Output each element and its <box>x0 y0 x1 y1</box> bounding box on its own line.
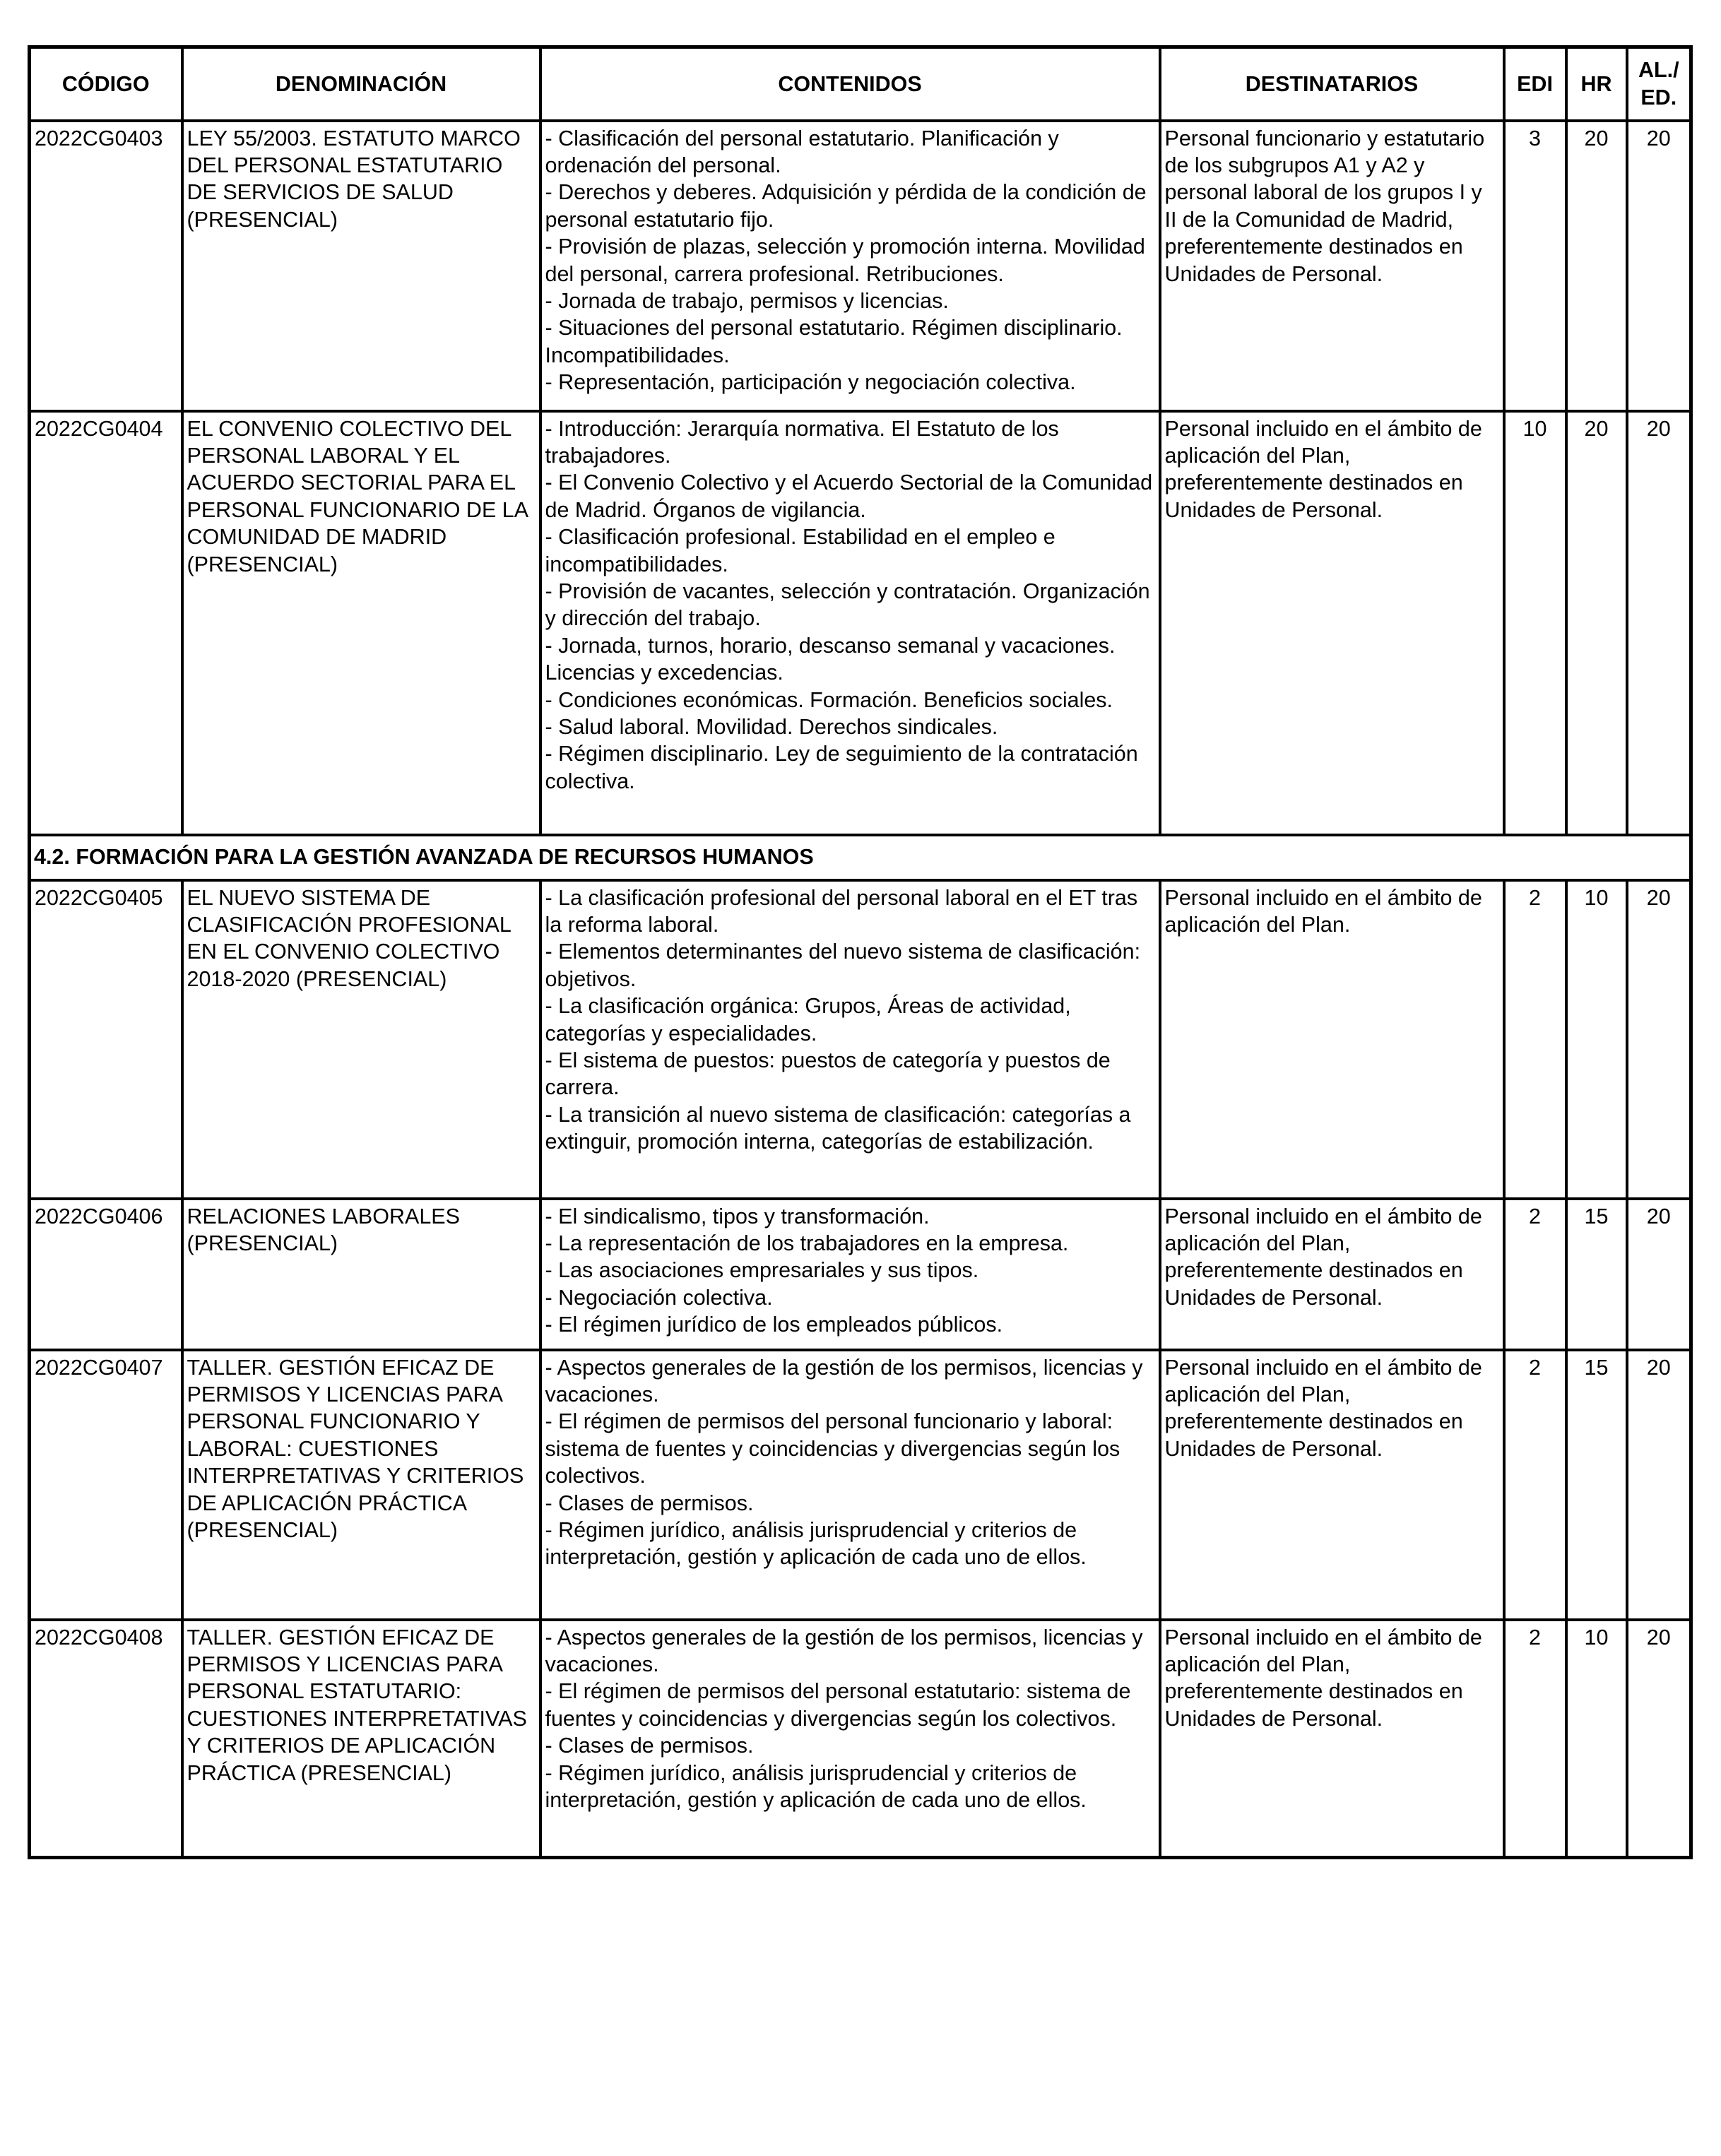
course-hr: 20 <box>1566 411 1627 835</box>
course-edi: 2 <box>1504 1350 1566 1620</box>
course-hr: 10 <box>1566 880 1627 1199</box>
course-code: 2022CG0408 <box>30 1620 182 1858</box>
course-al-ed: 20 <box>1627 1350 1691 1620</box>
content-item: - Representación, participación y negociación colectiva. <box>545 370 1076 395</box>
table-row <box>30 121 1691 411</box>
course-recipients: Personal funcionario y estatutario de los subgrupos A1 y A2 y personal laboral de los grupos I y II de la Comunidad de Madrid, preferentemente destinados en Unidades de Personal. <box>1160 121 1504 411</box>
course-recipients: Personal incluido en el ámbito de aplicación del Plan, preferentemente destinados en Unidades de Personal. <box>1160 411 1504 835</box>
content-item: - Introducción: Jerarquía normativa. El Estatuto de los trabajadores. <box>545 416 1059 468</box>
course-hr: 10 <box>1566 1620 1627 1858</box>
course-al-ed: 20 <box>1627 121 1691 411</box>
course-al-ed: 20 <box>1627 880 1691 1199</box>
table-row <box>30 1199 1691 1350</box>
content-item: - El régimen jurídico de los empleados públicos. <box>545 1313 1003 1337</box>
course-name: TALLER. GESTIÓN EFICAZ DE PERMISOS Y LICENCIAS PARA PERSONAL ESTATUTARIO: CUESTIONES INTERPRETATIVAS Y CRITERIOS DE APLICACIÓN PRÁCTICA (PRESENCIAL) <box>182 1620 540 1858</box>
content-item: - La clasificación profesional del personal laboral en el ET tras la reforma laboral. <box>545 885 1138 937</box>
section-title: 4.2. FORMACIÓN PARA LA GESTIÓN AVANZADA DE RECURSOS HUMANOS <box>30 835 1691 880</box>
course-recipients: Personal incluido en el ámbito de aplicación del Plan, preferentemente destinados en Unidades de Personal. <box>1160 1620 1504 1858</box>
content-item: - El Convenio Colectivo y el Acuerdo Sectorial de la Comunidad de Madrid. Órganos de vigilancia. <box>545 470 1153 522</box>
content-item: - Régimen jurídico, análisis jurisprudencial y criterios de interpretación, gestión y aplicación de cada uno de ellos. <box>545 1517 1087 1570</box>
table-row <box>30 1620 1691 1858</box>
content-item: - Provisión de plazas, selección y promoción interna. Movilidad del personal, carrera profesional. Retribuciones. <box>545 235 1145 286</box>
content-item: - Régimen disciplinario. Ley de seguimiento de la contratación colectiva. <box>545 742 1138 793</box>
course-code: 2022CG0404 <box>30 411 182 835</box>
course-name: RELACIONES LABORALES (PRESENCIAL) <box>182 1199 540 1350</box>
content-item: - Condiciones económicas. Formación. Beneficios sociales. <box>545 687 1113 712</box>
course-recipients: Personal incluido en el ámbito de aplicación del Plan, preferentemente destinados en Unidades de Personal. <box>1160 1350 1504 1620</box>
course-recipients: Personal incluido en el ámbito de aplicación del Plan, preferentemente destinados en Unidades de Personal. <box>1160 1199 1504 1350</box>
header-row <box>30 47 1691 121</box>
content-item: - Aspectos generales de la gestión de los permisos, licencias y vacaciones. <box>545 1625 1143 1676</box>
content-item: - Régimen jurídico, análisis jurisprudencial y criterios de interpretación, gestión y aplicación de cada uno de ellos. <box>545 1760 1087 1812</box>
course-code: 2022CG0405 <box>30 880 182 1199</box>
content-item: - Derechos y deberes. Adquisición y pérdida de la condición de personal estatutario fijo. <box>545 180 1147 232</box>
course-edi: 2 <box>1504 1620 1566 1858</box>
course-edi: 10 <box>1504 411 1566 835</box>
content-item: - Jornada de trabajo, permisos y licencias. <box>545 288 949 313</box>
course-code: 2022CG0406 <box>30 1199 182 1350</box>
content-item: - El régimen de permisos del personal estatutario: sistema de fuentes y coincidencias y divergencias según los colectivos. <box>545 1679 1131 1731</box>
course-hr: 15 <box>1566 1350 1627 1620</box>
content-item: - Elementos determinantes del nuevo sistema de clasificación: objetivos. <box>545 940 1141 991</box>
course-contents <box>540 880 1160 1199</box>
content-item: - La representación de los trabajadores en la empresa. <box>545 1231 1069 1255</box>
course-table <box>28 45 1693 1859</box>
header-codigo: CÓDIGO <box>30 47 182 121</box>
course-edi: 3 <box>1504 121 1566 411</box>
course-code: 2022CG0403 <box>30 121 182 411</box>
course-name: EL NUEVO SISTEMA DE CLASIFICACIÓN PROFESIONAL EN EL CONVENIO COLECTIVO 2018-2020 (PRESENCIAL) <box>182 880 540 1199</box>
course-name: LEY 55/2003. ESTATUTO MARCO DEL PERSONAL ESTATUTARIO DE SERVICIOS DE SALUD (PRESENCIAL) <box>182 121 540 411</box>
content-item: - Las asociaciones empresariales y sus tipos. <box>545 1258 979 1283</box>
content-item: - Provisión de vacantes, selección y contratación. Organización y dirección del trabajo. <box>545 579 1150 631</box>
course-edi: 2 <box>1504 880 1566 1199</box>
course-contents <box>540 121 1160 411</box>
content-item: - Negociación colectiva. <box>545 1285 773 1310</box>
course-recipients: Personal incluido en el ámbito de aplicación del Plan. <box>1160 880 1504 1199</box>
section-row <box>30 835 1691 880</box>
content-item: - La clasificación orgánica: Grupos, Áreas de actividad, categorías y especialidades. <box>545 994 1071 1046</box>
content-item: - La transición al nuevo sistema de clasificación: categorías a extinguir, promoción interna, categorías de estabilización. <box>545 1102 1131 1154</box>
course-name: TALLER. GESTIÓN EFICAZ DE PERMISOS Y LICENCIAS PARA PERSONAL FUNCIONARIO Y LABORAL: CUESTIONES INTERPRETATIVAS Y CRITERIOS DE APLICACIÓN PRÁCTICA (PRESENCIAL) <box>182 1350 540 1620</box>
header-edi: EDI <box>1504 47 1566 121</box>
course-al-ed: 20 <box>1627 411 1691 835</box>
content-item: - Clasificación del personal estatutario. Planificación y ordenación del personal. <box>545 126 1059 177</box>
content-item: - Situaciones del personal estatutario. Régimen disciplinario. Incompatibilidades. <box>545 316 1123 367</box>
course-al-ed: 20 <box>1627 1620 1691 1858</box>
course-contents <box>540 1350 1160 1620</box>
course-hr: 20 <box>1566 121 1627 411</box>
table-row <box>30 880 1691 1199</box>
course-edi: 2 <box>1504 1199 1566 1350</box>
content-item: - Clases de permisos. <box>545 1734 754 1758</box>
content-item: - El sindicalismo, tipos y transformación. <box>545 1204 930 1228</box>
course-hr: 15 <box>1566 1199 1627 1350</box>
content-item: - Jornada, turnos, horario, descanso semanal y vacaciones. Licencias y excedencias. <box>545 633 1116 685</box>
header-hr: HR <box>1566 47 1627 121</box>
header-contenidos: CONTENIDOS <box>540 47 1160 121</box>
content-item: - Aspectos generales de la gestión de los permisos, licencias y vacaciones. <box>545 1355 1143 1406</box>
content-item: - Clases de permisos. <box>545 1491 754 1515</box>
content-item: - Clasificación profesional. Estabilidad en el empleo e incompatibilidades. <box>545 525 1055 576</box>
content-item: - El sistema de puestos: puestos de categoría y puestos de carrera. <box>545 1048 1111 1100</box>
header-al-ed: AL./ ED. <box>1627 47 1691 121</box>
table-row <box>30 1350 1691 1620</box>
content-item: - El régimen de permisos del personal funcionario y laboral: sistema de fuentes y coincidencias y divergencias según los colectivos. <box>545 1409 1120 1488</box>
header-denominacion: DENOMINACIÓN <box>182 47 540 121</box>
course-contents <box>540 1620 1160 1858</box>
course-contents <box>540 411 1160 835</box>
table-row <box>30 411 1691 835</box>
course-code: 2022CG0407 <box>30 1350 182 1620</box>
content-item: - Salud laboral. Movilidad. Derechos sindicales. <box>545 714 998 739</box>
course-contents <box>540 1199 1160 1350</box>
header-destinatarios: DESTINATARIOS <box>1160 47 1504 121</box>
course-name: EL CONVENIO COLECTIVO DEL PERSONAL LABORAL Y EL ACUERDO SECTORIAL PARA EL PERSONAL FUNCIONARIO DE LA COMUNIDAD DE MADRID (PRESENCIAL) <box>182 411 540 835</box>
course-al-ed: 20 <box>1627 1199 1691 1350</box>
